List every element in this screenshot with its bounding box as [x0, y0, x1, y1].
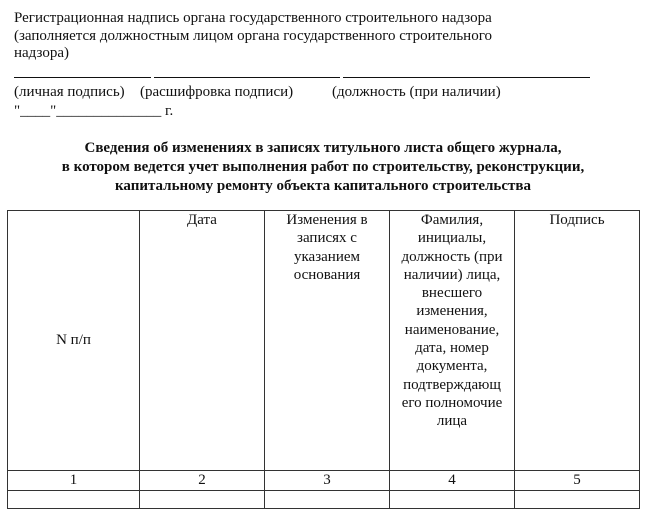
- empty-cell[interactable]: [8, 491, 140, 509]
- heading-line-1: Сведения об изменениях в записях титульного листа общего журнала,: [84, 140, 562, 156]
- table-row: [8, 491, 640, 509]
- empty-cell[interactable]: [515, 491, 640, 509]
- column-header-number: N п/п: [8, 211, 140, 471]
- position-caption: (должность (при наличии): [332, 84, 501, 100]
- empty-cell[interactable]: [265, 491, 390, 509]
- section-heading: [0, 139, 646, 196]
- column-header-date: Дата: [140, 211, 265, 471]
- column-number-3: 3: [265, 471, 390, 491]
- column-number-1: 1: [8, 471, 140, 491]
- date-line[interactable]: "____"______________ г.: [14, 103, 174, 119]
- heading-line-2: в котором ведется учет выполнения работ по строительству, реконструкции,: [61, 159, 585, 175]
- column-header-signature: Подпись: [515, 211, 640, 471]
- decoding-blank-line[interactable]: [154, 77, 340, 78]
- registration-block: [14, 10, 634, 63]
- signature-caption: (личная подпись): [14, 84, 125, 100]
- column-header-changes: Изменения в записях с указанием основания: [265, 211, 390, 471]
- registration-line-3: надзора): [14, 45, 69, 61]
- signature-blanks: [14, 63, 634, 83]
- signature-blank-line[interactable]: [14, 77, 151, 78]
- column-number-5: 5: [515, 471, 640, 491]
- changes-table: [7, 210, 640, 509]
- table-row: [8, 471, 640, 491]
- decoding-caption: (расшифровка подписи): [140, 84, 294, 100]
- registration-line-2: (заполняется должностным лицом органа государственного строительного: [14, 27, 492, 44]
- table-header-row: [8, 211, 640, 471]
- position-blank-line[interactable]: [343, 77, 590, 78]
- heading-line-3: капитальному ремонту объекта капитального строительства: [115, 178, 531, 194]
- empty-cell[interactable]: [140, 491, 265, 509]
- column-number-4: 4: [390, 471, 515, 491]
- column-number-2: 2: [140, 471, 265, 491]
- registration-line-1: Регистрационная надпись органа государственного строительного надзора: [14, 10, 492, 26]
- empty-cell[interactable]: [390, 491, 515, 509]
- column-header-person: Фамилия, инициалы, должность (при наличии) лица, внесшего изменения, наименование, дата, номер документа, подтверждающ его полномочие лица: [390, 211, 515, 471]
